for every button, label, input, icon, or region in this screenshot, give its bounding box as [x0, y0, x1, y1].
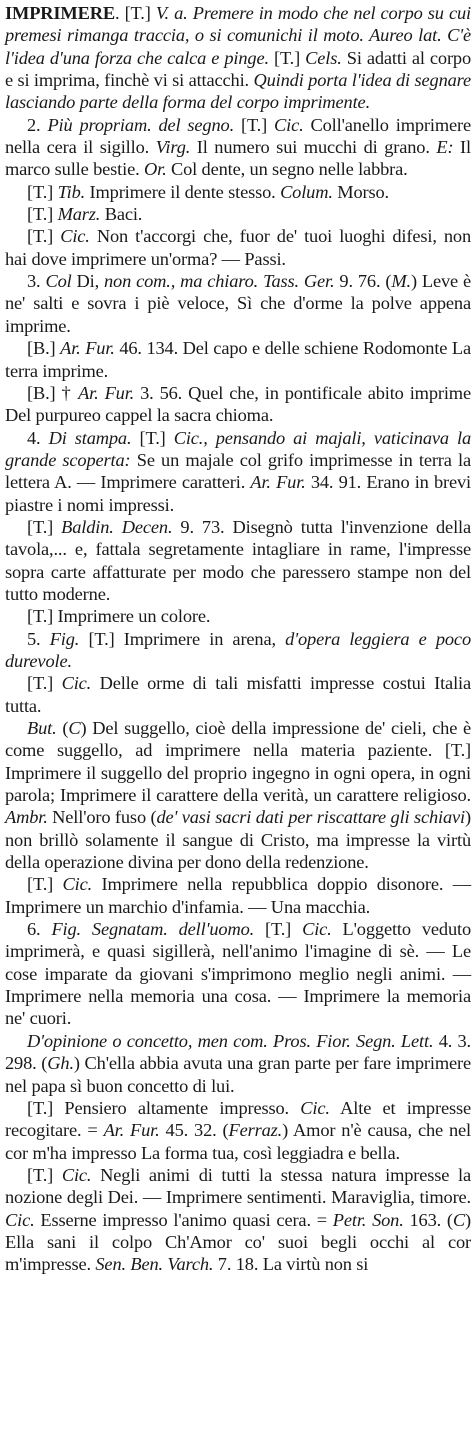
text-segment: Si adatti al corpo e si imprima, finchè vi si attacchi. [5, 47, 472, 91]
text-segment: ) Amor n'è causa, che nel cor m'ha impresso La forma tua, così leggiadra e bella. [5, 1120, 471, 1163]
text-segment: Cic. [302, 919, 332, 940]
text-segment: Col dente, un segno nelle labbra. [166, 159, 408, 180]
text-segment: Di, [71, 271, 105, 292]
text-segment: ) Del suggello, cioè della impressione de' cieli, che è come suggello, ad imprimere nella materia paziente. [T.] Imprimere il suggello del proprio ingegno in ogni opera, in ogni parola; Imprimere il carattere della verità, un carattere religioso. [5, 718, 471, 806]
entry-paragraph [5, 672, 471, 717]
text-segment: . [T.] [115, 3, 156, 23]
text-segment: [T.] [234, 114, 275, 135]
text-segment: Ar. Fur. [60, 338, 115, 359]
text-segment: Ar. Fur. [250, 472, 306, 493]
text-segment: Non t'accorgi che, fuor de' tuoi luoghi difesi, non hai dove imprimere un'orma? — [5, 226, 471, 269]
text-segment: 5. [27, 628, 50, 649]
entry-paragraph [5, 516, 471, 605]
entry-paragraph [5, 628, 471, 673]
text-segment: Tib. [57, 181, 86, 202]
text-segment: Esserne impresso l'animo quasi cera. = [34, 1209, 333, 1230]
text-segment: 3. [27, 271, 46, 292]
text-segment: [T.] Pensiero altamente impresso. [27, 1097, 301, 1118]
entry-paragraph [5, 114, 471, 181]
text-segment: Il numero sui mucchi di grano. [190, 137, 437, 158]
text-segment: Cic. [274, 114, 304, 135]
text-segment: Col [45, 271, 72, 292]
text-segment: [T.] [131, 427, 174, 448]
text-segment: Cels. [305, 47, 342, 68]
text-segment: V. a. Premere in modo che nel corpo su cui premesi rimanga traccia, o si comunichi il moto. Aureo lat. C'è l'idea d'una forza che calca e pinge. [5, 3, 471, 68]
text-segment: Cic., pensando ai majali, vaticinava la grande scoperta: [5, 427, 471, 470]
text-segment: 3. 56. Quel che, in pontificale abito imprime Del purpureo cappel la sacra chioma. [5, 382, 471, 426]
text-segment: Alte et impresse recogitare. = [5, 1097, 471, 1141]
text-segment: Marz. [57, 204, 101, 225]
text-segment: Imprimere il dente stesso. [85, 181, 281, 202]
entry-paragraph [5, 2, 471, 114]
text-segment: ) non brillò solamente il sangue di Cristo, ma impresse la virtù della operazione divina per dono della redenzione. [5, 807, 471, 873]
text-segment: ) Ch'ella abbia avuta una gran parte per fare imprimere nel papa sì buon concetto di lui. [5, 1053, 471, 1096]
entry-paragraph [5, 1164, 471, 1276]
text-segment: ( [56, 718, 69, 738]
text-segment: [T.] Imprimere un colore. [27, 606, 211, 627]
entry-paragraph [5, 1097, 471, 1164]
text-segment: Petr. Son. [332, 1209, 404, 1230]
text-segment: L'oggetto veduto imprimerà, e quasi sigillerà, nell'animo l'imagine di sè. — Le cose imparate da giovani s'imprimono meglio negli animi. — Imprimere nella memoria una cosa. — Imprimere la memoria ne' cuori. [5, 919, 471, 1029]
text-segment: [T.] Imprimere in arena, [79, 628, 286, 649]
text-segment: 163. ( [403, 1209, 453, 1230]
text-segment: Cic. [61, 1164, 92, 1185]
text-segment: 2. [27, 114, 48, 135]
text-segment: Imprimere nella repubblica doppio disonore. — Imprimere un marchio d'infamia. — Una macchia. [5, 874, 472, 917]
entry-paragraph [5, 382, 471, 427]
text-segment: Quindi porta l'idea di segnare lasciando parte della forma del corpo imprimente. [5, 70, 471, 113]
text-segment: Virg. [155, 137, 191, 158]
text-segment: 34. 91. Erano in brevi piastre i nomi impressi. [5, 472, 471, 515]
entry-paragraph [5, 181, 471, 203]
text-segment: [T.] [27, 516, 62, 537]
text-segment: Delle orme di tali misfatti impresse costui Italia tutta. [5, 673, 472, 716]
text-segment: 4. [27, 427, 49, 448]
entry-paragraph [5, 225, 471, 270]
text-segment: Cic. [60, 226, 90, 247]
text-segment: [B.] † [27, 382, 79, 403]
text-segment: Sen. Ben. Varch. [95, 1254, 214, 1275]
text-segment: Baci. [100, 204, 143, 225]
text-segment: [T.] [27, 226, 61, 247]
text-segment: Passi. [244, 248, 286, 269]
text-segment: Colum. [280, 181, 333, 202]
entry-paragraph [5, 918, 471, 1030]
text-segment: ) Ella sani il colpo Ch'Amor co' suoi begli occhi al cor m'impresse. [5, 1209, 471, 1275]
text-segment: But. [27, 718, 57, 738]
text-segment: non com., ma chiaro. Tass. Ger. [104, 271, 335, 292]
text-segment: Coll'anello imprimere nella cera il sigillo. [5, 114, 471, 158]
text-segment: [T.] [27, 181, 58, 202]
text-segment: Ambr. [5, 807, 48, 828]
text-segment: Più propriam. del segno. [47, 114, 235, 135]
text-segment: 4. 3. 298. ( [5, 1030, 472, 1074]
entry-paragraph [5, 717, 471, 873]
text-segment: Il marco sulle bestie. [5, 137, 471, 180]
text-segment: M. [391, 271, 411, 292]
text-segment: Ferraz. [228, 1120, 283, 1141]
text-segment: [T.] [27, 204, 58, 225]
entry-paragraph [5, 203, 471, 225]
text-segment: C [68, 718, 81, 738]
text-segment: 9. 73. Disegnò tutta l'invenzione della tavola,... e, fattala segretamente intagliare in rame, l'impresse sopra carte affatturate per modo che paressero stampe non del tutto moderne. [5, 516, 472, 604]
text-segment: Ar. Fur. [78, 382, 135, 403]
text-segment: Cic. [61, 673, 92, 694]
entry-paragraph [5, 873, 471, 918]
text-segment: Ar. Fur. [103, 1120, 160, 1141]
text-segment: 45. 32. ( [159, 1120, 229, 1141]
entry-paragraph [5, 427, 471, 516]
text-segment: [T.] [27, 1164, 62, 1185]
text-segment: 46. 134. Del capo e delle schiene Rodomonte La terra imprime. [5, 338, 471, 381]
text-segment: d'opera leggiera e poco durevole. [5, 628, 471, 671]
entry-paragraph [5, 337, 471, 382]
text-segment: C [452, 1209, 466, 1230]
headword: IMPRIMERE [5, 3, 116, 23]
text-segment: E: [436, 137, 454, 158]
text-segment: Nell'oro fuso ( [47, 807, 157, 828]
text-segment: Negli animi di tutti la stessa natura impresse la nozione degli Dei. — Imprimere sentimenti. Maraviglia, timore. [5, 1164, 471, 1208]
text-segment: Morso. [332, 181, 389, 202]
text-segment: Fig. Segnatam. dell'uomo. [51, 919, 255, 940]
text-segment: 7. 18. La virtù non si [213, 1254, 369, 1275]
text-segment: [T.] [268, 47, 306, 68]
text-segment: [T.] [27, 673, 62, 694]
entry-paragraph [5, 270, 471, 337]
text-segment: Di stampa. [48, 427, 132, 448]
text-segment: [T.] [254, 919, 303, 940]
text-segment: Fig. [49, 628, 80, 649]
text-segment: 9. 76. ( [334, 271, 392, 292]
dictionary-entry [5, 2, 471, 1276]
text-segment: 6. [27, 919, 52, 940]
text-segment: ) Leve è ne' salti e sovra i piè veloce, Sì che d'orme la polve appena imprime. [5, 271, 471, 336]
text-segment: [B.] [27, 338, 61, 359]
text-segment: Se un majale col grifo imprimesse in terra la lettera A. — Imprimere caratteri. [5, 449, 471, 493]
text-segment: Gh. [47, 1053, 74, 1074]
text-segment: Baldin. Decen. [61, 516, 173, 537]
entry-paragraph [5, 1030, 471, 1097]
text-segment: Cic. [300, 1097, 330, 1118]
text-segment: Or. [143, 159, 167, 180]
text-segment: de' vasi sacri dati per riscattare gli schiavi [156, 807, 466, 828]
text-segment: D'opinione o concetto, men com. Pros. Fior. Segn. Lett. [27, 1030, 434, 1051]
entry-paragraph [5, 605, 471, 627]
text-segment: [T.] [27, 874, 63, 895]
text-segment: Cic. [62, 874, 93, 895]
text-segment: Cic. [5, 1209, 35, 1230]
